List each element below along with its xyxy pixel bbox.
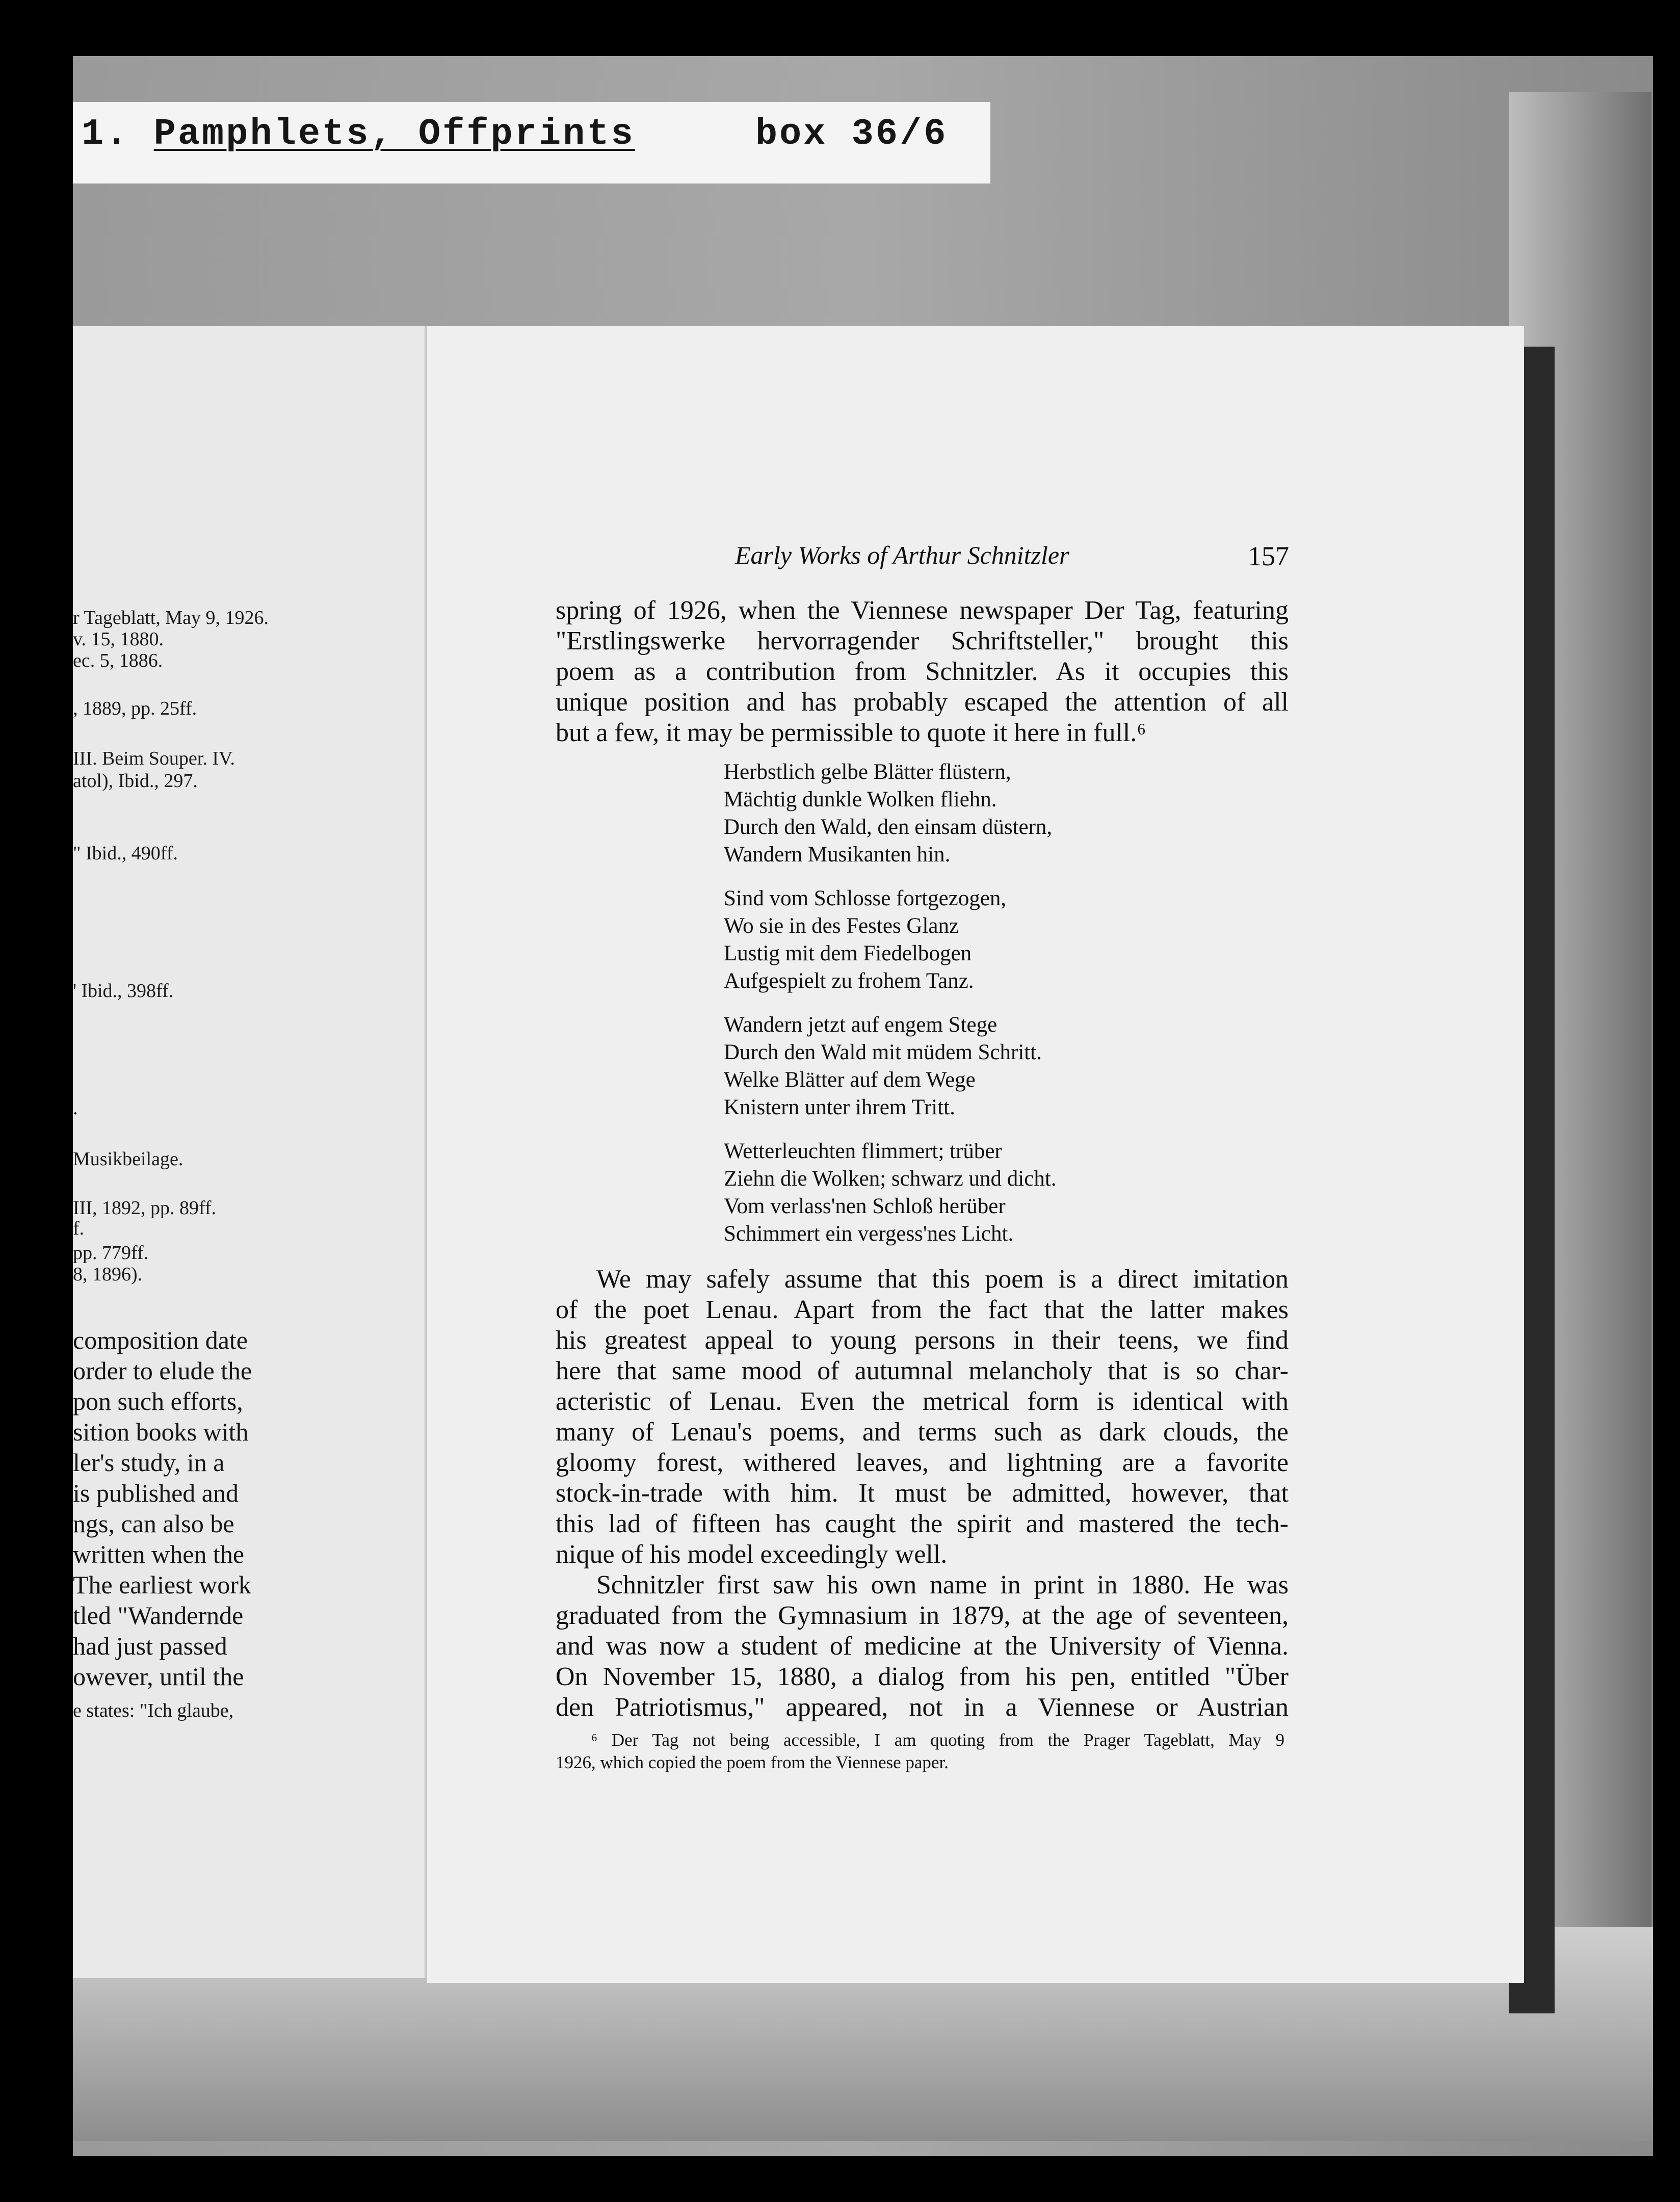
left-note-line: r Tageblatt, May 9, 1926. [73,607,269,628]
left-body-line: sition books with [73,1418,249,1446]
paragraph-line: poem as a contribution from Schnitzler. As it occupies this [556,657,1289,686]
paragraph-line: this lad of fifteen has caught the spirit and mastered the tech- [556,1509,1289,1538]
left-body-line: The earliest work [73,1570,251,1599]
poem-line: Lustig mit dem Fiedelbogen [724,941,972,965]
paragraph-line: many of Lenau's poems, and terms such as dark clouds, the [556,1418,1289,1447]
paragraph-line: Schnitzler first saw his own name in print in 1880. He was [596,1570,1289,1600]
left-note-line: f. [73,1218,85,1239]
paragraph-line: den Patriotismus," appeared, not in a Viennese or Austrian [556,1693,1289,1722]
left-note-line: atol), Ibid., 297. [73,770,198,792]
left-body-line: composition date [73,1326,248,1354]
poem-line: Wo sie in des Festes Glanz [724,914,959,938]
left-body-line: ler's study, in a [73,1448,225,1477]
poem-line: Sind vom Schlosse fortgezogen, [724,886,1007,910]
poem-line: Aufgespielt zu frohem Tanz. [724,969,974,993]
left-note-line: . [73,1097,78,1119]
paragraph-line: gloomy forest, withered leaves, and lightning are a favorite [556,1448,1289,1477]
poem-line: Vom verlass'nen Schloß herüber [724,1194,1006,1218]
paragraph-line: On November 15, 1880, a dialog from his pen, entitled "Über [556,1662,1289,1691]
paragraph-line: acteristic of Lenau. Even the metrical form is identical with [556,1387,1289,1416]
left-body-line: owever, until the [73,1662,244,1691]
left-note-line: III, 1892, pp. 89ff. [73,1197,217,1219]
paragraph-line: of the poet Lenau. Apart from the fact that the latter makes [556,1295,1289,1324]
poem-line: Herbstlich gelbe Blätter flüstern, [724,760,1011,784]
paragraph-line: We may safely assume that this poem is a direct imitation [596,1265,1289,1294]
poem-line: Wetterleuchten flimmert; trüber [724,1139,1002,1163]
left-body-line: e states: "Ich glaube, [73,1700,234,1721]
poem-line: Welke Blätter auf dem Wege [724,1068,976,1092]
left-body-line: is published and [73,1479,239,1507]
paragraph-line: his greatest appeal to young persons in their teens, we find [556,1326,1289,1355]
paragraph-line: unique position and has probably escaped the attention of all [556,688,1289,717]
archive-label-box: box 36/6 [755,113,948,155]
left-note-line: ec. 5, 1886. [73,650,163,671]
footnote-line: ⁶ Der Tag not being accessible, I am quoting from the Prager Tageblatt, May 9 [591,1730,1284,1750]
running-title: Early Works of Arthur Schnitzler [735,541,1069,569]
poem-line: Durch den Wald mit müdem Schritt. [724,1040,1042,1064]
left-note-line: 8, 1896). [73,1264,143,1285]
left-note-line: III. Beim Souper. IV. [73,748,235,769]
poem-line: Mächtig dunkle Wolken fliehn. [724,788,997,811]
poem-line: Ziehn die Wolken; schwarz und dicht. [724,1167,1057,1191]
paragraph-line: nique of his model exceedingly well. [556,1540,948,1569]
left-note-line: pp. 779ff. [73,1242,149,1264]
paragraph-line: but a few, it may be permissible to quote it here in full.⁶ [556,718,1146,747]
left-body-line: written when the [73,1540,245,1568]
archive-label-category: Pamphlets, Offprints [153,113,635,155]
left-note-line: Musikbeilage. [73,1148,183,1170]
paragraph-line: graduated from the Gymnasium in 1879, at the age of seventeen, [556,1601,1289,1630]
left-page [73,326,429,1978]
left-body-line: pon such efforts, [73,1387,243,1415]
paragraph-line: spring of 1926, when the Viennese newspaper Der Tag, featuring [556,596,1289,625]
poem-line: Durch den Wald, den einsam düstern, [724,815,1053,839]
poem-line: Knistern unter ihrem Tritt. [724,1095,955,1119]
paragraph-line: here that same mood of autumnal melancholy that is so char- [556,1356,1289,1385]
archive-label [82,113,948,155]
paragraph-line: "Erstlingswerke hervorragender Schriftsteller," brought this [556,626,1289,656]
left-note-line: v. 15, 1880. [73,628,164,650]
left-body-line: order to elude the [73,1356,252,1385]
left-body-line: tled "Wandernde [73,1601,244,1630]
archive-label-number: 1. [82,113,130,155]
poem-line: Wandern Musikanten hin. [724,843,951,867]
left-body-line: ngs, can also be [73,1509,234,1538]
paragraph-line: and was now a student of medicine at the University of Vienna. [556,1632,1289,1661]
footnote-line: 1926, which copied the poem from the Viennese paper. [556,1752,949,1772]
poem-line: Schimmert ein vergess'nes Licht. [724,1222,1014,1246]
paragraph-line: stock-in-trade with him. It must be admitted, however, that [556,1479,1289,1508]
left-note-line: ' Ibid., 398ff. [73,980,174,1002]
left-body-line: had just passed [73,1632,227,1660]
page-number: 157 [1248,541,1289,571]
left-note-line: , 1889, pp. 25ff. [73,698,197,719]
poem-line: Wandern jetzt auf engem Stege [724,1013,998,1037]
left-note-line: " Ibid., 490ff. [73,843,178,864]
